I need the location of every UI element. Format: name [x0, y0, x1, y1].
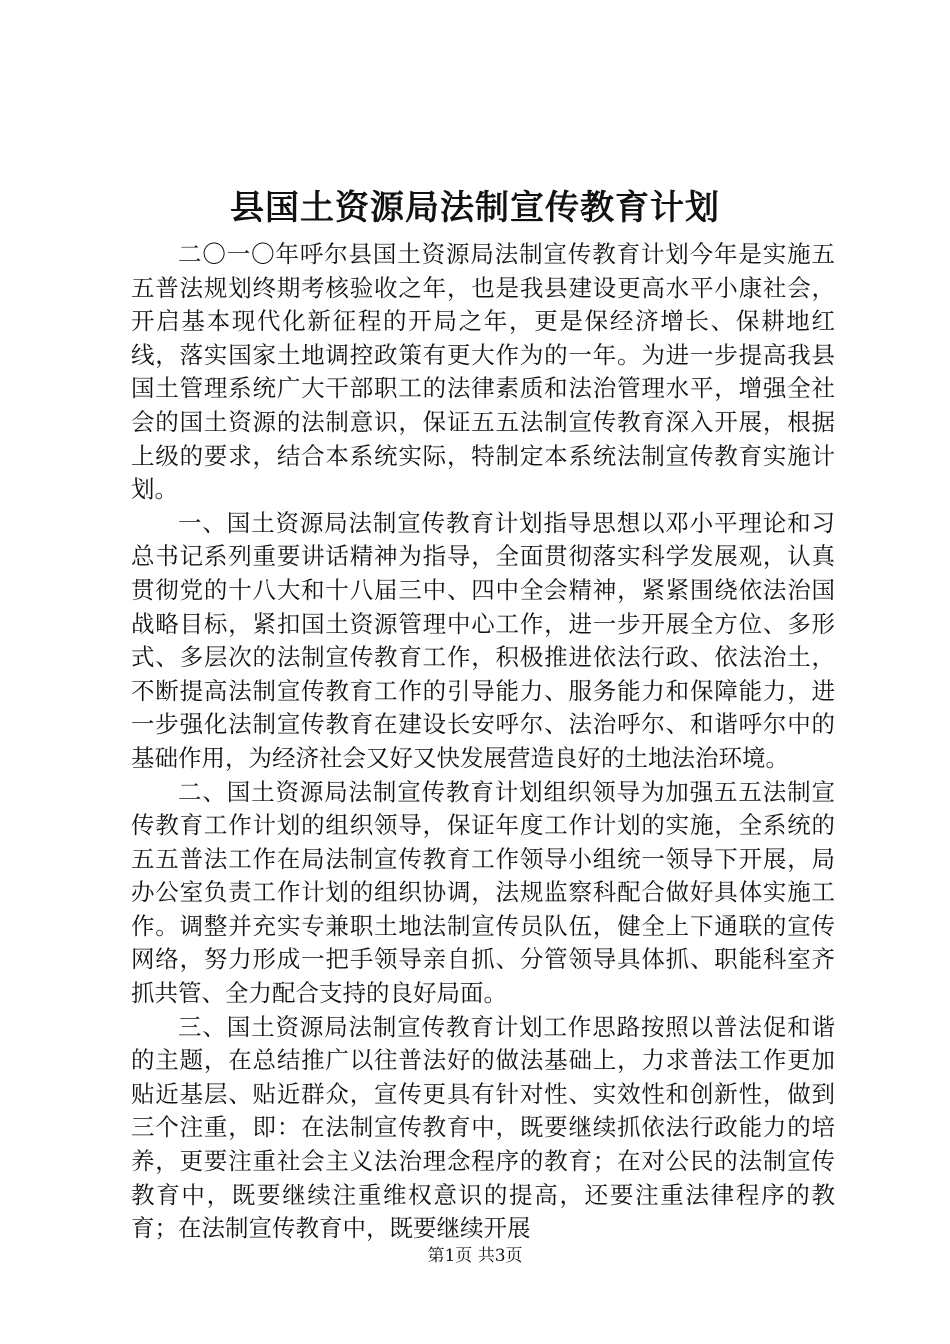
page-number-footer: 第1页 共3页: [427, 1246, 523, 1266]
paragraph-work-approach: 三、国土资源局法制宣传教育计划工作思路按照以普法促和谐的主题，在总结推广以往普法好的做法基础上，力求普法工作更加贴近基层、贴近群众，宣传更具有针对性、实效性和创新性，做到三个注重，即：在法制宣传教育中，既要继续抓依法行政能力的培养，更要注重社会主义法治理念程序的教育；在对公民的法制宣传教育中，既要继续注重维权意识的提高，还要注重法律程序的教育；在法制宣传教育中，既要继续开展: [131, 1012, 835, 1243]
document-title: 县国土资源局法制宣传教育计划: [230, 188, 720, 228]
paragraph-guiding-ideology: 一、国土资源局法制宣传教育计划指导思想以邓小平理论和习总书记系列重要讲话精神为指导，全面贯彻落实科学发展观，认真贯彻党的十八大和十八届三中、四中全会精神，紧紧围绕依法治国战略目标，紧扣国土资源管理中心工作，进一步开展全方位、多形式、多层次的法制宣传教育工作，积极推进依法行政、依法治土，不断提高法制宣传教育工作的引导能力、服务能力和保障能力，进一步强化法制宣传教育在建设长安呼尔、法治呼尔、和谐呼尔中的基础作用，为经济社会又好又快发展营造良好的土地法治环境。: [131, 508, 835, 772]
document-body: [131, 238, 835, 1246]
paragraph-organization-leadership: 二、国土资源局法制宣传教育计划组织领导为加强五五法制宣传教育工作计划的组织领导，保证年度工作计划的实施，全系统的五五普法工作在局法制宣传教育工作领导小组统一领导下开展，局办公室负责工作计划的组织协调，法规监察科配合做好具体实施工作。调整并充实专兼职土地法制宣传员队伍，健全上下通联的宣传网络，努力形成一把手领导亲自抓、分管领导具体抓、职能科室齐抓共管、全力配合支持的良好局面。: [131, 777, 835, 1008]
paragraph-intro: 二〇一〇年呼尔县国土资源局法制宣传教育计划今年是实施五五普法规划终期考核验收之年，也是我县建设更高水平小康社会，开启基本现代化新征程的开局之年，更是保经济增长、保耕地红线，落实国家土地调控政策有更大作为的一年。为进一步提高我县国土管理系统广大干部职工的法律素质和法治管理水平，增强全社会的国土资源的法制意识，保证五五法制宣传教育深入开展，根据上级的要求，结合本系统实际，特制定本系统法制宣传教育实施计划。: [131, 240, 835, 504]
